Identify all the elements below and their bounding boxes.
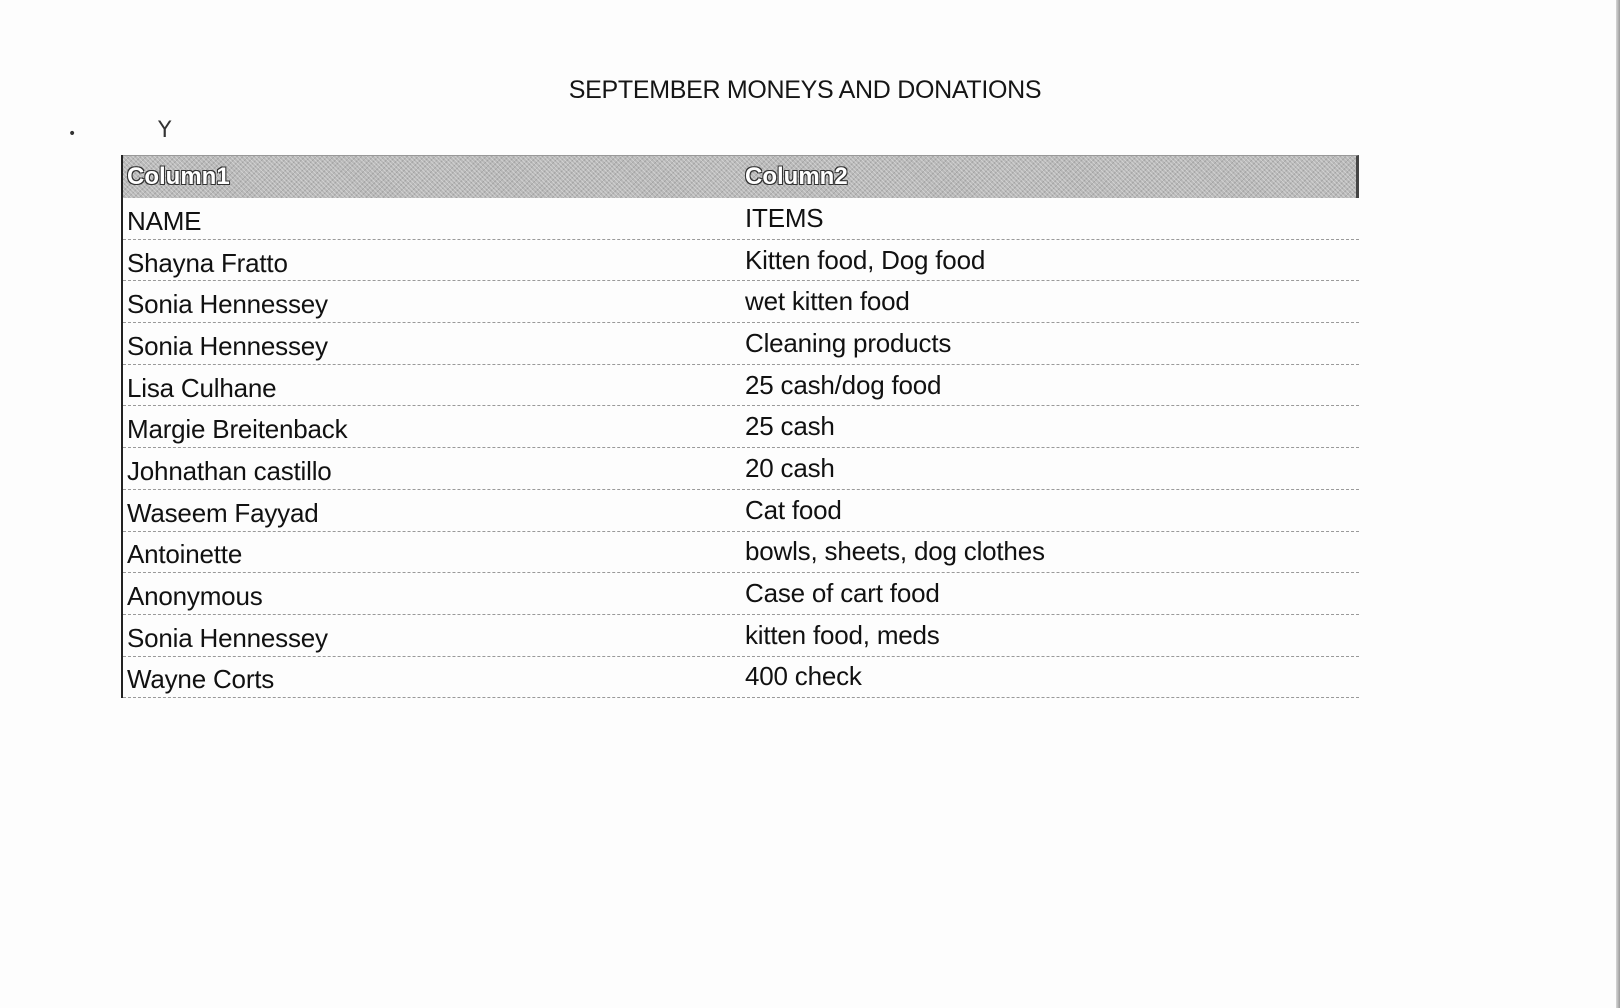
donations-table: [121, 155, 1359, 698]
table-row: [123, 365, 1359, 407]
name-text: Wayne Corts: [127, 664, 275, 695]
name-cell: [123, 536, 745, 570]
items-cell: [745, 453, 1359, 484]
name-text: Margie Breitenback: [127, 414, 348, 445]
items-text: Kitten food, Dog food: [745, 244, 986, 275]
items-cell: [745, 661, 1359, 692]
items-cell: [745, 203, 1359, 234]
name-text: Shayna Fratto: [127, 247, 288, 278]
table-row: [123, 240, 1359, 282]
items-cell: [745, 578, 1359, 609]
name-text: Sonia Hennessey: [127, 622, 328, 653]
name-cell: [123, 328, 745, 359]
items-cell: [745, 536, 1359, 567]
name-cell: [123, 370, 745, 401]
table-row: [123, 198, 1359, 240]
name-cell: [123, 620, 745, 651]
name-cell: [123, 245, 745, 276]
items-text: 25 cash/dog food: [745, 369, 942, 400]
table-row: [123, 323, 1359, 365]
column1-header: Column1: [127, 163, 230, 190]
items-text: 20 cash: [745, 452, 835, 483]
name-cell: [123, 411, 745, 445]
table-row: [123, 406, 1359, 448]
items-text: 400 check: [745, 661, 862, 692]
stray-handwritten-mark: Y: [158, 118, 172, 143]
name-cell: [123, 453, 745, 484]
document-title: SEPTEMBER MONEYS AND DONATIONS: [568, 76, 1042, 104]
name-cell: [123, 203, 745, 234]
items-text: ITEMS: [745, 202, 824, 233]
table-row: [123, 657, 1359, 699]
items-text: bowls, sheets, dog clothes: [745, 536, 1045, 567]
items-cell: [745, 286, 1359, 317]
page-edge-shadow: [1616, 0, 1620, 1008]
table-row: [123, 448, 1359, 490]
items-text: wet kitten food: [745, 286, 910, 317]
name-cell: [123, 286, 745, 320]
table-row: [123, 532, 1359, 574]
items-text: kitten food, meds: [745, 619, 940, 650]
stray-dot-mark: •: [68, 126, 77, 142]
column2-header: Column2: [745, 163, 848, 190]
items-cell: [745, 495, 1359, 526]
name-text: Antoinette: [127, 539, 243, 570]
table-header-row: [123, 155, 1359, 198]
items-cell: [745, 620, 1359, 651]
table-row: [123, 615, 1359, 657]
items-text: Cleaning products: [745, 327, 952, 358]
name-text: Sonia Hennessey: [127, 289, 328, 320]
items-cell: [745, 370, 1359, 401]
items-text: Cat food: [745, 494, 842, 525]
table-row: [123, 573, 1359, 615]
items-cell: [745, 411, 1359, 442]
items-text: Case of cart food: [745, 578, 940, 609]
table-row: [123, 490, 1359, 532]
name-text: Waseem Fayyad: [127, 497, 319, 528]
name-text: NAME: [127, 205, 202, 236]
items-cell: [745, 245, 1359, 276]
name-text: Sonia Hennessey: [127, 330, 328, 361]
name-cell: [123, 661, 745, 695]
table-row: [123, 281, 1359, 323]
items-text: 25 cash: [745, 411, 835, 442]
name-text: Anonymous: [127, 581, 263, 612]
name-cell: [123, 578, 745, 612]
name-cell: [123, 495, 745, 526]
name-text: Johnathan castillo: [127, 455, 332, 486]
name-text: Lisa Culhane: [127, 372, 277, 403]
items-cell: [745, 328, 1359, 359]
